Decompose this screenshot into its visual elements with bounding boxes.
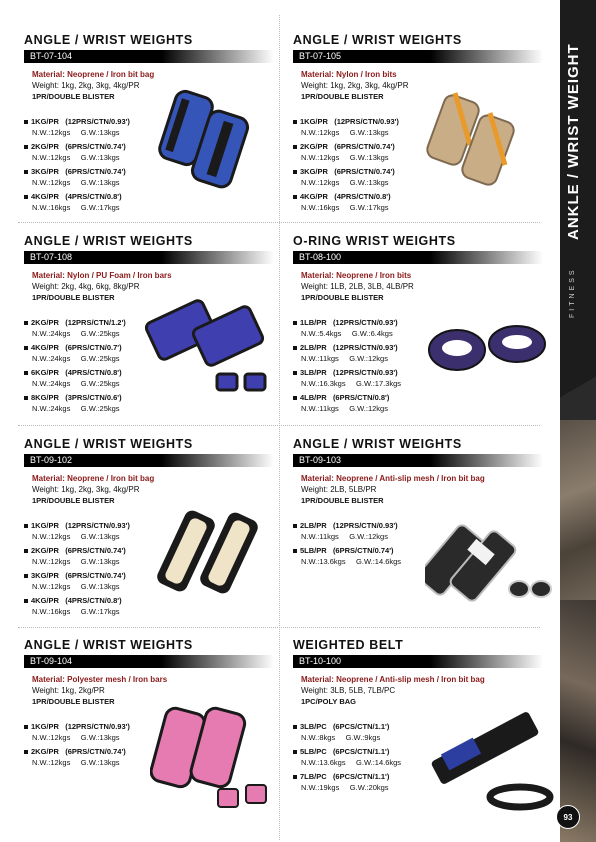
- spec-net-weight: N.W.:12kgs: [32, 128, 71, 137]
- spec-carton: (6PCS/CTN/1.1'): [332, 772, 390, 781]
- product-material: Material: Nylon / PU Foam / Iron bars: [32, 271, 172, 280]
- spec-size-line: [24, 167, 126, 176]
- product-title: ANGLE / WRIST WEIGHTS: [24, 33, 193, 47]
- spec-size-line: [24, 546, 126, 555]
- spec-weight-line: [301, 354, 388, 363]
- bullet-square-icon: [293, 524, 297, 528]
- product-weight: Weight: 1kg, 2kg, 3kg, 4kg/PR: [32, 81, 140, 90]
- spec-size-line: [293, 772, 389, 781]
- spec-size-line: [293, 192, 391, 201]
- product-image-bt-10-100: [425, 705, 555, 815]
- bullet-square-icon: [293, 775, 297, 779]
- product-material: Material: Neoprene / Anti-slip mesh / Iron bit bag: [301, 675, 485, 684]
- spec-net-weight: N.W.:12kgs: [301, 128, 340, 137]
- spec-net-weight: N.W.:11kgs: [301, 532, 339, 541]
- spec-gross-weight: G.W.:12kgs: [349, 404, 388, 413]
- spec-gross-weight: G.W.:12kgs: [349, 532, 388, 541]
- spec-net-weight: N.W.:12kgs: [32, 733, 71, 742]
- spec-size-line: [24, 722, 130, 731]
- spec-net-weight: N.W.:24kgs: [32, 379, 71, 388]
- spec-gross-weight: G.W.:12kgs: [349, 354, 388, 363]
- product-material: Material: Neoprene / Iron bit bag: [32, 70, 155, 79]
- spec-size-line: [293, 117, 399, 126]
- spec-size: 2KG/PR: [31, 318, 59, 327]
- spec-weight-line: [301, 178, 389, 187]
- spec-size: 5LB/PC: [300, 747, 327, 756]
- spec-size: 1KG/PR: [31, 521, 59, 530]
- spec-gross-weight: G.W.:6.4kgs: [351, 329, 393, 338]
- product-material: Material: Nylon / Iron bits: [301, 70, 397, 79]
- spec-size: 2KG/PR: [31, 546, 59, 555]
- bullet-square-icon: [24, 346, 28, 350]
- spec-item: [293, 393, 453, 418]
- column-divider: [279, 15, 280, 840]
- spec-size-line: [293, 142, 395, 151]
- spec-size: 2LB/PR: [300, 521, 327, 530]
- spec-weight-line: [301, 203, 389, 212]
- product-code: BT-10-100: [299, 656, 342, 666]
- spec-carton: (6PRS/CTN/0.74'): [65, 546, 126, 555]
- spec-carton: (12PRS/CTN/0.93'): [65, 722, 130, 731]
- spec-size-line: [293, 747, 389, 756]
- spec-weight-line: [32, 379, 120, 388]
- spec-gross-weight: G.W.:25kgs: [80, 354, 120, 363]
- spec-net-weight: N.W.:12kgs: [32, 153, 71, 162]
- spec-carton: (6PRS/CTN/0.74'): [65, 167, 126, 176]
- bullet-square-icon: [24, 750, 28, 754]
- product-weight: Weight: 2LB, 5LB/PR: [301, 485, 377, 494]
- spec-carton: (6PRS/CTN/0.74'): [334, 142, 395, 151]
- product-title: ANGLE / WRIST WEIGHTS: [24, 234, 193, 248]
- spec-size: 3KG/PR: [300, 167, 328, 176]
- bullet-square-icon: [293, 346, 297, 350]
- bullet-square-icon: [24, 574, 28, 578]
- bullet-square-icon: [293, 725, 297, 729]
- spec-net-weight: N.W.:24kgs: [32, 329, 71, 338]
- spec-size-line: [24, 521, 130, 530]
- product-code-bar: [293, 655, 543, 668]
- spec-net-weight: N.W.:12kgs: [301, 153, 340, 162]
- product-code: BT-09-104: [30, 656, 73, 666]
- spec-net-weight: N.W.:5.4kgs: [301, 329, 342, 338]
- spec-carton: (12PRS/CTN/0.93'): [65, 521, 130, 530]
- product-material: Material: Neoprene / Iron bit bag: [32, 474, 155, 483]
- spec-size-line: [24, 318, 126, 327]
- spec-gross-weight: G.W.:13kgs: [80, 733, 120, 742]
- spec-carton: (6PRS/CTN/0.74'): [65, 571, 126, 580]
- spec-carton: (6PRS/CTN/0.74'): [65, 142, 126, 151]
- product-image-bt-07-108: [145, 298, 270, 408]
- spec-size-line: [293, 722, 389, 731]
- spec-size: 6KG/PR: [31, 368, 59, 377]
- product-packing: 1PR/DOUBLE BLISTER: [32, 697, 115, 706]
- page-number: 93: [556, 805, 580, 829]
- spec-weight-line: [32, 178, 120, 187]
- spec-size-line: [24, 343, 122, 352]
- product-weight: Weight: 2kg, 4kg, 6kg, 8kg/PR: [32, 282, 140, 291]
- spec-gross-weight: G.W.:20kgs: [349, 783, 389, 792]
- product-code-bar: [293, 251, 543, 264]
- spec-weight-line: [32, 557, 120, 566]
- spec-size-line: [24, 142, 126, 151]
- spec-net-weight: N.W.:16kgs: [301, 203, 340, 212]
- spec-gross-weight: G.W.:14.6kgs: [356, 758, 402, 767]
- spec-size-line: [24, 571, 126, 580]
- spec-net-weight: N.W.:16.3kgs: [301, 379, 346, 388]
- spec-size: 3LB/PC: [300, 722, 327, 731]
- spec-weight-line: [301, 557, 401, 566]
- spec-carton: (6PCS/CTN/1.1'): [332, 722, 390, 731]
- bullet-square-icon: [293, 145, 297, 149]
- spec-weight-line: [301, 128, 389, 137]
- spec-net-weight: N.W.:19kgs: [301, 783, 340, 792]
- spec-net-weight: N.W.:12kgs: [301, 178, 340, 187]
- bullet-square-icon: [24, 725, 28, 729]
- spec-gross-weight: G.W.:13kgs: [80, 758, 120, 767]
- spec-gross-weight: G.W.:17kgs: [80, 607, 120, 616]
- product-weight: Weight: 1LB, 2LB, 3LB, 4LB/PR: [301, 282, 414, 291]
- spec-size: 2LB/PR: [300, 343, 327, 352]
- spec-size-line: [293, 393, 389, 402]
- spec-weight-line: [32, 758, 120, 767]
- bullet-square-icon: [293, 371, 297, 375]
- spec-size-line: [293, 167, 395, 176]
- spec-gross-weight: G.W.:25kgs: [80, 329, 120, 338]
- spec-size: 4LB/PR: [300, 393, 327, 402]
- spec-weight-line: [301, 758, 401, 767]
- bullet-square-icon: [24, 371, 28, 375]
- spec-weight-line: [32, 532, 120, 541]
- spec-carton: (12PRS/CTN/0.93'): [332, 521, 398, 530]
- spec-size: 3LB/PR: [300, 368, 327, 377]
- spec-size: 1KG/PR: [31, 117, 59, 126]
- product-title: ANGLE / WRIST WEIGHTS: [293, 437, 462, 451]
- bullet-square-icon: [293, 750, 297, 754]
- spec-item: [293, 192, 453, 217]
- bullet-square-icon: [24, 120, 28, 124]
- bullet-square-icon: [24, 599, 28, 603]
- spec-carton: (4PRS/CTN/0.8'): [65, 192, 122, 201]
- spec-size-line: [293, 343, 398, 352]
- product-code-bar: [24, 251, 274, 264]
- spec-size-line: [24, 192, 122, 201]
- spec-weight-line: [301, 532, 388, 541]
- bullet-square-icon: [24, 195, 28, 199]
- spec-gross-weight: G.W.:17kgs: [80, 203, 120, 212]
- product-title: O-RING WRIST WEIGHTS: [293, 234, 456, 248]
- spec-carton: (4PRS/CTN/0.8'): [334, 192, 391, 201]
- product-image-bt-09-103: [425, 505, 555, 605]
- spec-gross-weight: G.W.:13kgs: [349, 178, 389, 187]
- product-code-bar: [24, 454, 274, 467]
- product-code: BT-08-100: [299, 252, 342, 262]
- spec-net-weight: N.W.:11kgs: [301, 404, 339, 413]
- spec-size-line: [24, 596, 122, 605]
- spec-carton: (12PRS/CTN/0.93'): [65, 117, 130, 126]
- spec-size: 4KG/PR: [31, 596, 59, 605]
- bullet-square-icon: [293, 549, 297, 553]
- product-material: Material: Neoprene / Iron bits: [301, 271, 412, 280]
- spec-weight-line: [32, 404, 120, 413]
- spec-carton: (12PRS/CTN/0.93'): [332, 343, 398, 352]
- spec-size-line: [293, 318, 398, 327]
- spec-carton: (12PRS/CTN/0.93'): [332, 368, 398, 377]
- spec-weight-line: [32, 582, 120, 591]
- spec-weight-line: [32, 607, 120, 616]
- bullet-square-icon: [24, 145, 28, 149]
- product-packing: 1PR/DOUBLE BLISTER: [32, 293, 115, 302]
- spec-gross-weight: G.W.:14.6kgs: [356, 557, 402, 566]
- spec-net-weight: N.W.:11kgs: [301, 354, 339, 363]
- product-material: Material: Neoprene / Anti-slip mesh / Iron bit bag: [301, 474, 485, 483]
- spec-weight-line: [301, 783, 389, 792]
- product-title: WEIGHTED BELT: [293, 638, 404, 652]
- product-title: ANGLE / WRIST WEIGHTS: [24, 638, 193, 652]
- spec-carton: (6PCS/CTN/1.1'): [332, 747, 390, 756]
- wood-texture-top: [560, 420, 596, 600]
- row-divider-3: [18, 627, 540, 628]
- bullet-square-icon: [24, 321, 28, 325]
- spec-size: 2KG/PR: [300, 142, 328, 151]
- spec-weight-line: [32, 733, 120, 742]
- product-image-bt-07-105: [425, 85, 535, 195]
- bullet-square-icon: [24, 396, 28, 400]
- product-packing: 1PR/DOUBLE BLISTER: [32, 496, 115, 505]
- product-code-bar: [293, 50, 543, 63]
- spec-gross-weight: G.W.:9kgs: [345, 733, 381, 742]
- spec-size-line: [24, 368, 122, 377]
- product-code-bar: [293, 454, 543, 467]
- spec-gross-weight: G.W.:13kgs: [349, 153, 389, 162]
- product-material: Material: Polyester mesh / Iron bars: [32, 675, 168, 684]
- spec-net-weight: N.W.:12kgs: [32, 557, 71, 566]
- spec-carton: (6PRS/CTN/0.7'): [65, 343, 122, 352]
- spec-net-weight: N.W.:24kgs: [32, 354, 71, 363]
- spec-gross-weight: G.W.:13kgs: [80, 178, 120, 187]
- product-code: BT-09-103: [299, 455, 342, 465]
- spec-size: 4KG/PR: [31, 343, 59, 352]
- spec-carton: (6PRS/CTN/0.8'): [332, 393, 390, 402]
- product-packing: 1PR/DOUBLE BLISTER: [301, 293, 384, 302]
- spec-net-weight: N.W.:12kgs: [32, 178, 71, 187]
- spec-size: 4KG/PR: [31, 192, 59, 201]
- spec-size-line: [24, 747, 126, 756]
- spec-net-weight: N.W.:24kgs: [32, 404, 71, 413]
- product-title: ANGLE / WRIST WEIGHTS: [293, 33, 462, 47]
- product-weight: Weight: 3LB, 5LB, 7LB/PC: [301, 686, 396, 695]
- spec-gross-weight: G.W.:13kgs: [80, 153, 120, 162]
- product-title: ANGLE / WRIST WEIGHTS: [24, 437, 193, 451]
- bullet-square-icon: [293, 170, 297, 174]
- spec-carton: (3PRS/CTN/0.6'): [65, 393, 122, 402]
- product-weight: Weight: 1kg, 2kg, 3kg, 4kg/PR: [301, 81, 409, 90]
- spec-size: 2KG/PR: [31, 747, 59, 756]
- bullet-square-icon: [24, 524, 28, 528]
- spec-net-weight: N.W.:12kgs: [32, 758, 71, 767]
- bullet-square-icon: [24, 170, 28, 174]
- product-code: BT-07-108: [30, 252, 73, 262]
- product-packing: 1PR/DOUBLE BLISTER: [301, 92, 384, 101]
- spec-net-weight: N.W.:8kgs: [301, 733, 336, 742]
- spec-size: 4KG/PR: [300, 192, 328, 201]
- spec-weight-line: [32, 153, 120, 162]
- bullet-square-icon: [293, 321, 297, 325]
- product-code: BT-07-105: [299, 51, 342, 61]
- spec-size-line: [24, 117, 130, 126]
- spec-weight-line: [32, 128, 120, 137]
- spec-gross-weight: G.W.:13kgs: [80, 557, 120, 566]
- spec-size: 7LB/PC: [300, 772, 327, 781]
- spec-weight-line: [32, 203, 120, 212]
- spec-weight-line: [301, 379, 401, 388]
- product-image-bt-09-102: [155, 505, 270, 605]
- product-packing: 1PR/DOUBLE BLISTER: [32, 92, 115, 101]
- spec-size-line: [293, 368, 398, 377]
- spec-net-weight: N.W.:12kgs: [32, 582, 71, 591]
- spec-size-line: [293, 546, 394, 555]
- spec-weight-line: [301, 153, 389, 162]
- spec-size-line: [24, 393, 122, 402]
- bullet-square-icon: [293, 396, 297, 400]
- product-image-bt-09-104: [150, 705, 270, 815]
- spec-size: 2KG/PR: [31, 142, 59, 151]
- spec-size: 5LB/PR: [300, 546, 327, 555]
- spec-size: 1LB/PR: [300, 318, 327, 327]
- spec-gross-weight: G.W.:13kgs: [80, 532, 120, 541]
- spec-gross-weight: G.W.:17.3kgs: [356, 379, 402, 388]
- spec-weight-line: [301, 404, 388, 413]
- spec-size-line: [293, 521, 398, 530]
- spec-net-weight: N.W.:16kgs: [32, 203, 71, 212]
- spec-size: 3KG/PR: [31, 571, 59, 580]
- spec-gross-weight: G.W.:13kgs: [80, 128, 120, 137]
- spec-size: 1KG/PR: [300, 117, 328, 126]
- spec-gross-weight: G.W.:17kgs: [349, 203, 389, 212]
- spec-gross-weight: G.W.:25kgs: [80, 404, 120, 413]
- bullet-square-icon: [293, 195, 297, 199]
- spec-weight-line: [301, 329, 393, 338]
- row-divider-2: [18, 425, 540, 426]
- spec-weight-line: [32, 329, 120, 338]
- spec-carton: (12PRS/CTN/0.93'): [332, 318, 398, 327]
- spec-net-weight: N.W.:13.6kgs: [301, 758, 346, 767]
- spec-size: 8KG/PR: [31, 393, 59, 402]
- spec-gross-weight: G.W.:13kgs: [80, 582, 120, 591]
- product-code: BT-07-104: [30, 51, 73, 61]
- product-code-bar: [24, 655, 274, 668]
- bullet-square-icon: [293, 120, 297, 124]
- spec-carton: (6PRS/CTN/0.74'): [334, 167, 395, 176]
- spec-carton: (4PRS/CTN/0.8'): [65, 368, 122, 377]
- spec-carton: (4PRS/CTN/0.8'): [65, 596, 122, 605]
- spec-net-weight: N.W.:12kgs: [32, 532, 71, 541]
- product-image-bt-08-100: [425, 320, 550, 380]
- spec-size: 1KG/PR: [31, 722, 59, 731]
- spec-carton: (12PRS/CTN/0.93'): [334, 117, 399, 126]
- spec-weight-line: [32, 354, 120, 363]
- product-packing: 1PC/POLY BAG: [301, 697, 357, 706]
- product-packing: 1PR/DOUBLE BLISTER: [301, 496, 384, 505]
- spec-carton: (6PRS/CTN/0.74'): [332, 546, 394, 555]
- spec-net-weight: N.W.:13.6kgs: [301, 557, 346, 566]
- spec-size: 3KG/PR: [31, 167, 59, 176]
- spec-carton: (6PRS/CTN/0.74'): [65, 747, 126, 756]
- side-title-text: ANKLE / WRIST WEIGHT: [565, 43, 582, 240]
- side-fitness-text: FITNESS: [569, 267, 576, 318]
- product-code-bar: [24, 50, 274, 63]
- product-weight: Weight: 1kg, 2kg, 3kg, 4kg/PR: [32, 485, 140, 494]
- spec-gross-weight: G.W.:25kgs: [80, 379, 120, 388]
- product-code: BT-09-102: [30, 455, 73, 465]
- spec-gross-weight: G.W.:13kgs: [349, 128, 389, 137]
- spec-net-weight: N.W.:16kgs: [32, 607, 71, 616]
- product-weight: Weight: 1kg, 2kg/PR: [32, 686, 105, 695]
- spec-item: [24, 192, 184, 217]
- spec-carton: (12PRS/CTN/1.2'): [65, 318, 126, 327]
- bullet-square-icon: [24, 549, 28, 553]
- product-image-bt-07-104: [155, 85, 265, 195]
- spec-weight-line: [301, 733, 380, 742]
